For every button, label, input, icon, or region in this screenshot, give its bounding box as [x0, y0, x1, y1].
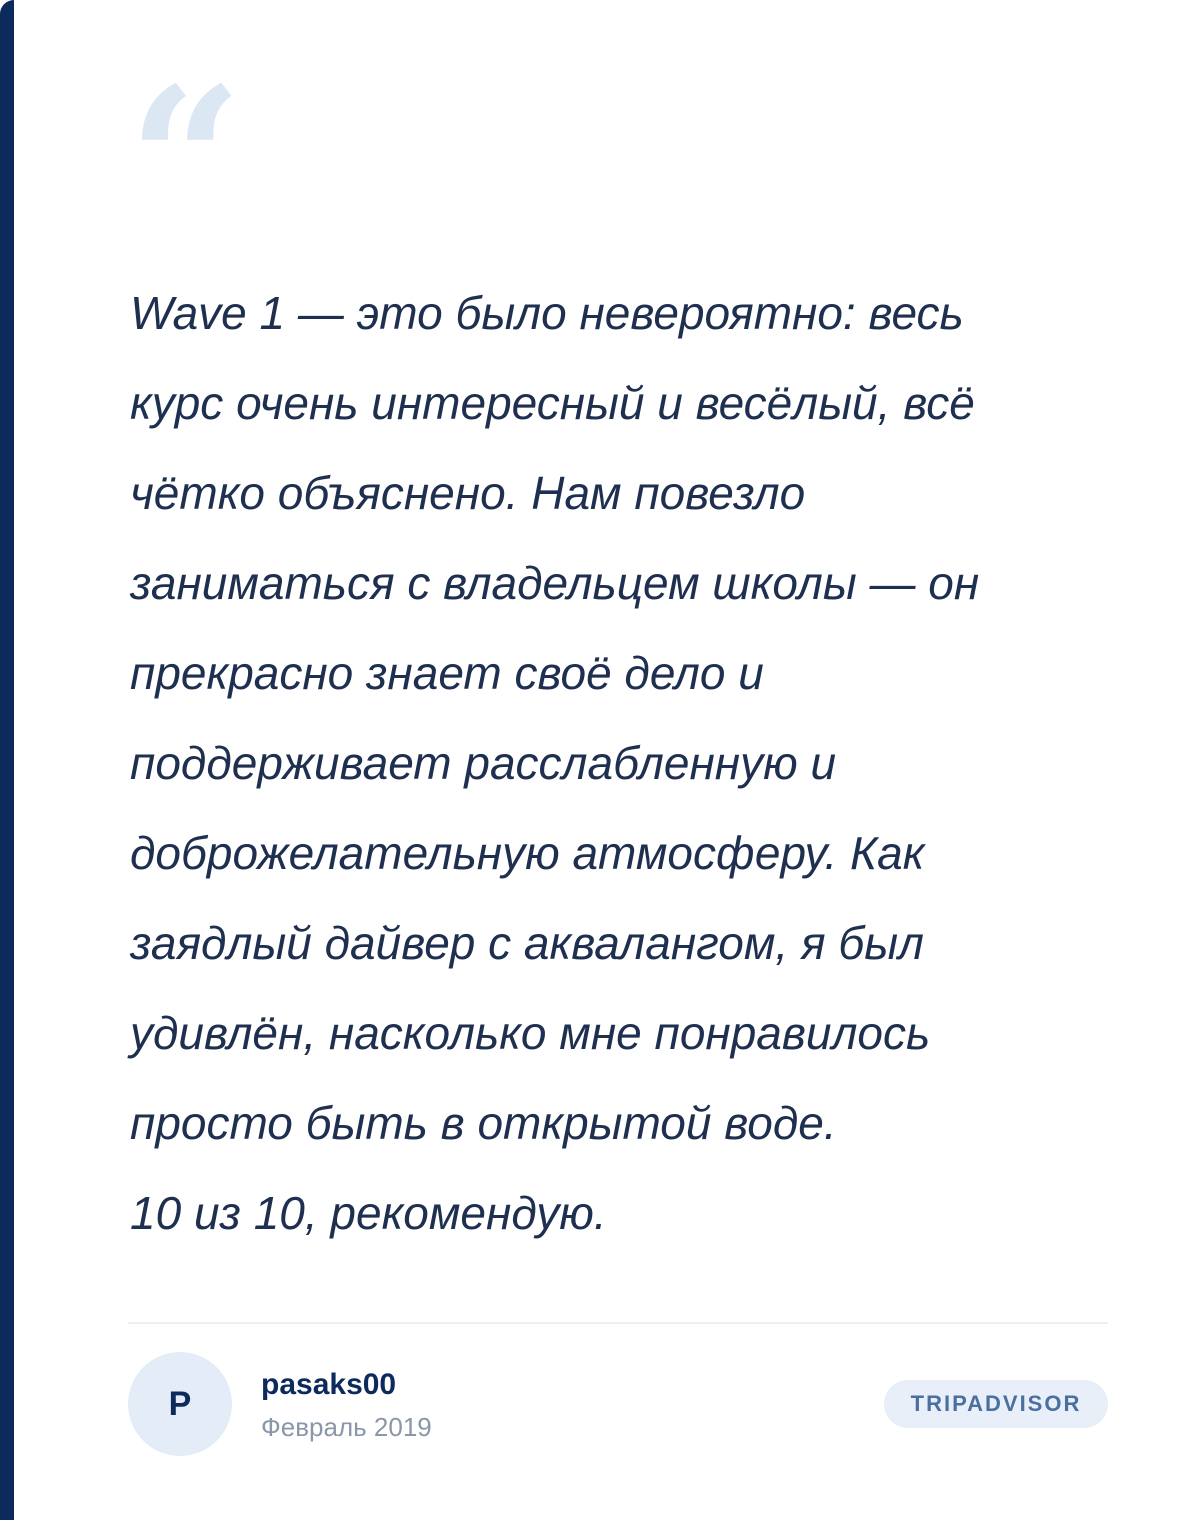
card-accent-bar: [0, 0, 14, 1520]
source-badge: TRIPADVISOR: [884, 1380, 1108, 1428]
author-name: pasaks00: [261, 1368, 397, 1401]
quote-mark-icon: “: [128, 44, 244, 279]
review-text: Wave 1 — это было невероятно: весь курс очень интересный и весёлый, всё чётко объяснено. Нам повезло заниматься с владельцем школы — он прекрасно знает своё дело и поддерживает расслабленную и доброжелательную атмосферу. Как заядлый дайвер с аквалангом, я был удивлён, насколько мне понравилось просто быть в открытой воде. 10 из 10, рекомендую.: [130, 287, 980, 1239]
divider: [128, 1322, 1108, 1324]
review-date: Февраль 2019: [261, 1412, 432, 1442]
avatar: P: [128, 1352, 232, 1456]
